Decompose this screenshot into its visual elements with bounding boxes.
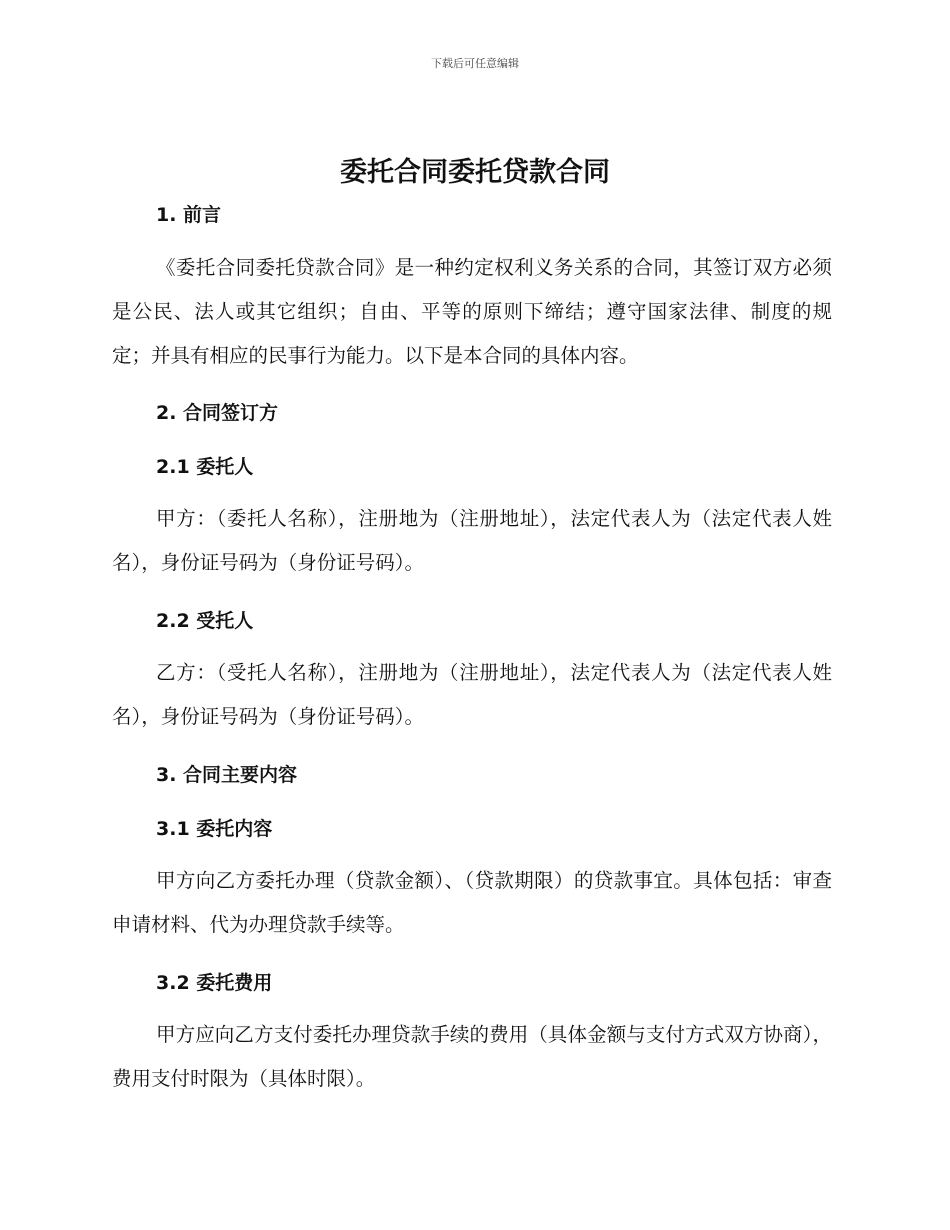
section-heading-main-content: 3. 合同主要内容 [156, 764, 298, 786]
section-heading-preface: 1. 前言 [156, 204, 222, 226]
section-heading-parties: 2. 合同签订方 [156, 402, 279, 424]
section-heading-agent: 2.2 受托人 [156, 610, 254, 632]
section-text-agent: 乙方：（受托人名称），注册地为（注册地址），法定代表人为（法定代表人姓名），身份证号码为（身份证号码）。 [112, 661, 832, 728]
header-note: 下载后可任意编辑 [431, 57, 519, 70]
section-heading-fees: 3.2 委托费用 [156, 972, 273, 994]
section-text-fees: 甲方应向乙方支付委托办理贷款手续的费用（具体金额与支付方式双方协商），费用支付时限为（具体时限）。 [112, 1023, 832, 1090]
section-heading-entrusted-matters: 3.1 委托内容 [156, 818, 273, 840]
section-text-entrusted-matters: 甲方向乙方委托办理（贷款金额）、（贷款期限）的贷款事宜。具体包括：审查申请材料、代为办理贷款手续等。 [112, 869, 832, 936]
section-text-preface: 《委托合同委托贷款合同》是一种约定权利义务关系的合同，其签订双方必须是公民、法人或其它组织；自由、平等的原则下缔结；遵守国家法律、制度的规定；并具有相应的民事行为能力。以下是本合同的具体内容。 [112, 256, 832, 367]
section-heading-principal: 2.1 委托人 [156, 456, 254, 478]
document-title: 委托合同委托贷款合同 [340, 157, 610, 188]
section-text-principal: 甲方：（委托人名称），注册地为（注册地址），法定代表人为（法定代表人姓名），身份证号码为（身份证号码）。 [112, 507, 832, 574]
